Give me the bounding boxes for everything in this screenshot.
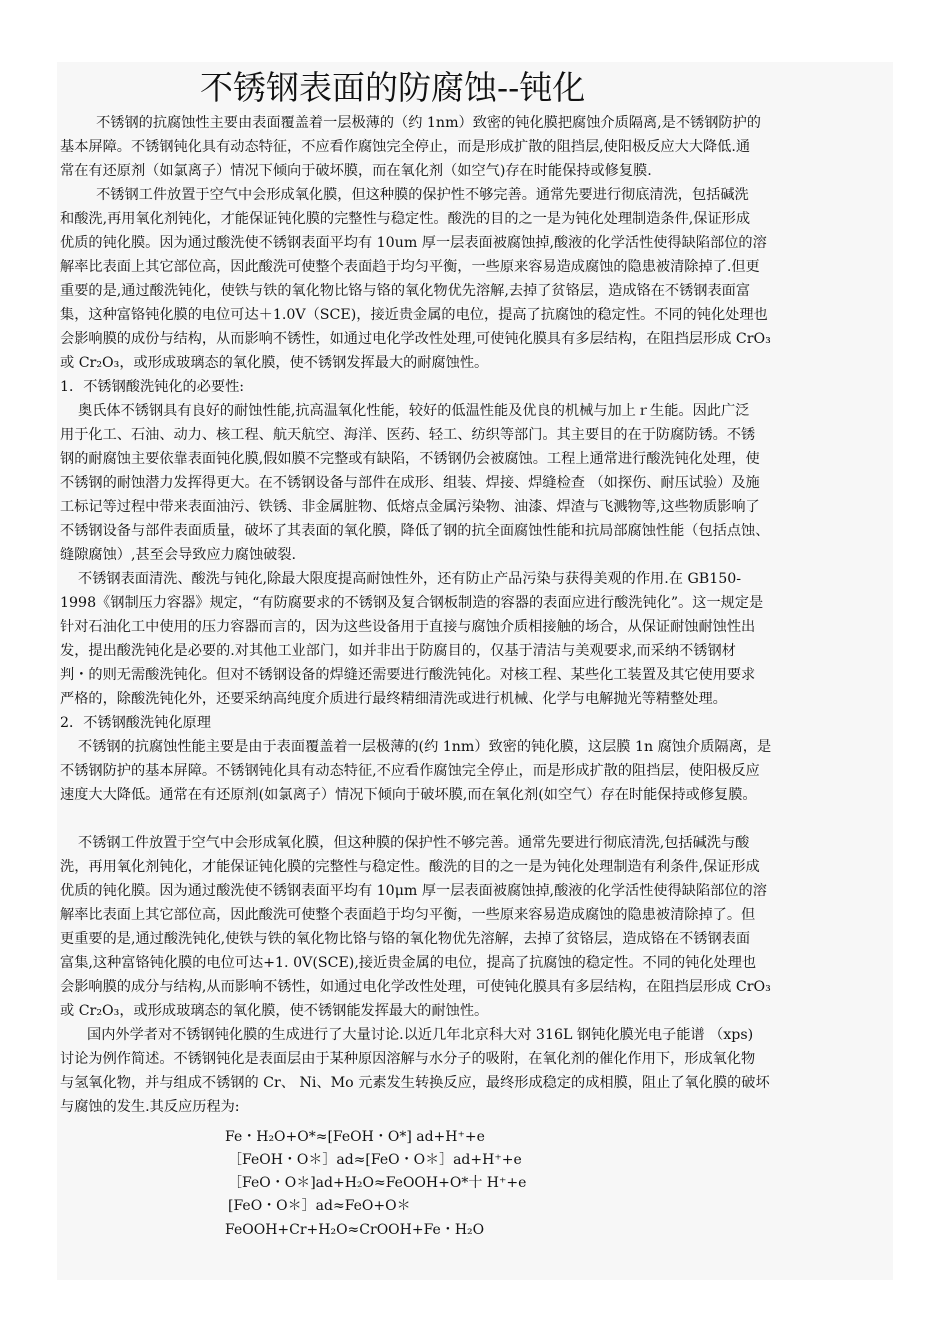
text-line: 讨论为例作简述。不锈钢钝化是表面层由于某种原因溶解与水分子的吸附，在氧化剂的催化作用下，形成氧化物 — [60, 1051, 756, 1067]
text-line: 速度大大降低。通常在有还原剂(如氯离子）情况下倾向于破坏膜,而在氧化剂(如空气）存在时能保持或修复膜。 — [60, 787, 757, 803]
text-line: 富集,这种富铬钝化膜的电位可达+1. 0V(SCE),接近贵金属的电位，提高了抗腐蚀的稳定性。不同的钝化处理也 — [60, 955, 757, 971]
section-heading: 2．不锈钢酸洗钝化原理 — [60, 715, 211, 731]
equation: ［FeOH・O＊］ad≈[FeO・O＊］ad+H⁺+e — [228, 1152, 522, 1168]
text-line: 发，提出酸洗钝化是必要的.对其他工业部门，如并非出于防腐目的，仅基于清洁与美观要求,而采纳不锈钢材 — [60, 643, 736, 659]
text-line: 钢的耐腐蚀主要依靠表面钝化膜,假如膜不完整或有缺陷，不锈钢仍会被腐蚀。工程上通常进行酸洗钝化处理，使 — [60, 451, 760, 467]
equation: FeOOH+Cr+H₂O≈CrOOH+Fe・H₂O — [225, 1222, 485, 1238]
text-line: 解率比表面上其它部位高，因此酸洗可使整个表面趋于均匀平衡，一些原来容易造成腐蚀的隐患被清除掉了。但 — [60, 907, 756, 923]
text-line: 常在有还原剂（如氯离子）情况下倾向于破坏膜，而在氧化剂（如空气)存在时能保持或修复膜. — [60, 163, 652, 179]
text-line: 优质的钝化膜。因为通过酸洗使不锈钢表面平均有 10um 厚一层表面被腐蚀掉,酸液的化学活性使得缺陷部位的溶 — [60, 235, 767, 251]
text-line: 不锈钢的抗腐蚀性主要由表面覆盖着一层极薄的（约 1nm）致密的钝化膜把腐蚀介质隔离,是不锈钢防护的 — [60, 115, 761, 131]
text-line: 或 Cr₂O₃，或形成玻璃态的氧化膜，使不锈钢能发挥最大的耐蚀性。 — [60, 1003, 489, 1019]
text-line: 缝隙腐蚀）,甚至会导致应力腐蚀破裂. — [60, 547, 297, 563]
text-line: 严格的，除酸洗钝化外，还要采纳高纯度介质进行最终精细清洗或进行机械、化学与电解抛光等精整处理。 — [60, 691, 727, 707]
text-line: 不锈钢的抗腐蚀性能主要是由于表面覆盖着一层极薄的(约 1nm）致密的钝化膜，这层膜 1n 腐蚀介质隔离，是 — [60, 739, 772, 755]
text-line: 奥氏体不锈钢具有良好的耐蚀性能,抗高温氧化性能，较好的低温性能及优良的机械与加上ｒ生能。因此广泛 — [60, 403, 750, 419]
text-line: 重要的是,通过酸洗钝化，使铁与铁的氧化物比铬与铬的氧化物优先溶解,去掉了贫铬层，造成铬在不锈钢表面富 — [60, 283, 751, 299]
text-line: 与腐蚀的发生.其反应历程为: — [60, 1099, 240, 1115]
text-line: 针对石油化工中使用的压力容器而言的，因为这些设备用于直接与腐蚀介质相接触的场合，从保证耐蚀耐蚀性出 — [60, 619, 756, 635]
text-line: 与氢氧化物，并与组成不锈钢的 Cr、 Ni、Mo 元素发生转换反应，最终形成稳定的成相膜，阻止了氧化膜的破坏 — [60, 1075, 770, 1091]
text-line: 不锈钢表面清洗、酸洗与钝化,除最大限度提高耐蚀性外，还有防止产品污染与获得美观的作用.在 GB150- — [60, 571, 742, 587]
text-line: 基本屏障。不锈钢钝化具有动态特征，不应看作腐蚀完全停止，而是形成扩散的阻挡层,使阳极反应大大降低.通 — [60, 139, 751, 155]
text-line: 集，这种富铬钝化膜的电位可达＋1.0V（SCE)，接近贵金属的电位，提高了抗腐蚀的稳定性。不同的钝化处理也 — [60, 307, 768, 323]
text-line: 不锈钢的耐蚀潜力发挥得更大。在不锈钢设备与部件在成形、组装、焊接、焊缝检查 （如探伤、耐压试验）及施 — [60, 475, 760, 491]
equation: [FeO・O＊］ad≈FeO+O＊ — [228, 1198, 411, 1214]
text-line: 会影响膜的成分与结构,从而影响不锈性，如通过电化学改性处理，可使钝化膜具有多层结构，在阻挡层形成 CrO₃ — [60, 979, 771, 995]
text-line: 国内外学者对不锈钢钝化膜的生成进行了大量讨论.以近几年北京科大对 316L 钢钝化膜光电子能谱 （xps) — [60, 1027, 754, 1043]
text-line: 不锈钢工件放置于空气中会形成氧化膜，但这种膜的保护性不够完善。通常先要进行彻底清洗，包括碱洗 — [60, 187, 749, 203]
text-line: 优质的钝化膜。因为通过酸洗使不锈钢表面平均有 10μm 厚一层表面被腐蚀掉,酸液的化学活性使得缺陷部位的溶 — [60, 883, 767, 899]
text-line: 会影响膜的成份与结构，从而影响不锈性，如通过电化学改性处理,可使钝化膜具有多层结构，在阻挡层形成 CrO₃ — [60, 331, 771, 347]
text-line: 用于化工、石油、动力、核工程、航天航空、海洋、医药、轻工、纺织等部门。其主要目的在于防腐防锈。不锈 — [60, 427, 756, 443]
text-line: 和酸洗,再用氧化剂钝化，才能保证钝化膜的完整性与稳定性。酸洗的目的之一是为钝化处理制造条件,保证形成 — [60, 211, 751, 227]
equation: ［FeO・O＊]ad+H₂O≈FeOOH+O*十 H⁺+e — [228, 1175, 527, 1191]
text-line: 不锈钢防护的基本屏障。不锈钢钝化具有动态特征,不应看作腐蚀完全停止，而是形成扩散的阻挡层，使阳极反应 — [60, 763, 760, 779]
document-title: 不锈钢表面的防腐蚀--钝化 — [200, 68, 586, 107]
text-line: 更重要的是,通过酸洗钝化,使铁与铁的氧化物比铬与铬的氧化物优先溶解，去掉了贫铬层，造成铬在不锈钢表面 — [60, 931, 751, 947]
section-heading: 1．不锈钢酸洗钝化的必要性: — [60, 379, 245, 395]
equation: Fe・H₂O+O*≈[FeOH・O*] ad+H⁺+e — [225, 1129, 485, 1145]
text-line: 不锈钢工件放置于空气中会形成氧化膜，但这种膜的保护性不够完善。通常先要进行彻底清洗,包括碱洗与酸 — [60, 835, 750, 851]
text-line: 工标记等过程中带来表面油污、铁锈、非金属脏物、低熔点金属污染物、油漆、焊渣与飞溅物等,这些物质影响了 — [60, 499, 760, 515]
text-line: 判・的则无需酸洗钝化。但对不锈钢设备的焊缝还需要进行酸洗钝化。对核工程、某些化工装置及其它使用要求 — [60, 667, 756, 683]
text-line: 解率比表面上其它部位高，因此酸洗可使整个表面趋于均匀平衡，一些原来容易造成腐蚀的隐患被清除掉了.但更 — [60, 259, 760, 275]
text-line: 不锈钢设备与部件表面质量，破坏了其表面的氧化膜，降低了钢的抗全面腐蚀性能和抗局部腐蚀性能（包括点蚀、 — [60, 523, 770, 539]
text-line: 1998《钢制压力容器》规定，“有防腐要求的不锈钢及复合钢板制造的容器的表面应进行酸洗钝化”。这一规定是 — [60, 595, 764, 611]
text-line: 或 Cr₂O₃，或形成玻璃态的氧化膜，使不锈钢发挥最大的耐腐蚀性。 — [60, 355, 489, 371]
text-line: 洗，再用氧化剂钝化，才能保证钝化膜的完整性与稳定性。酸洗的目的之一是为钝化处理制造有利条件,保证形成 — [60, 859, 760, 875]
